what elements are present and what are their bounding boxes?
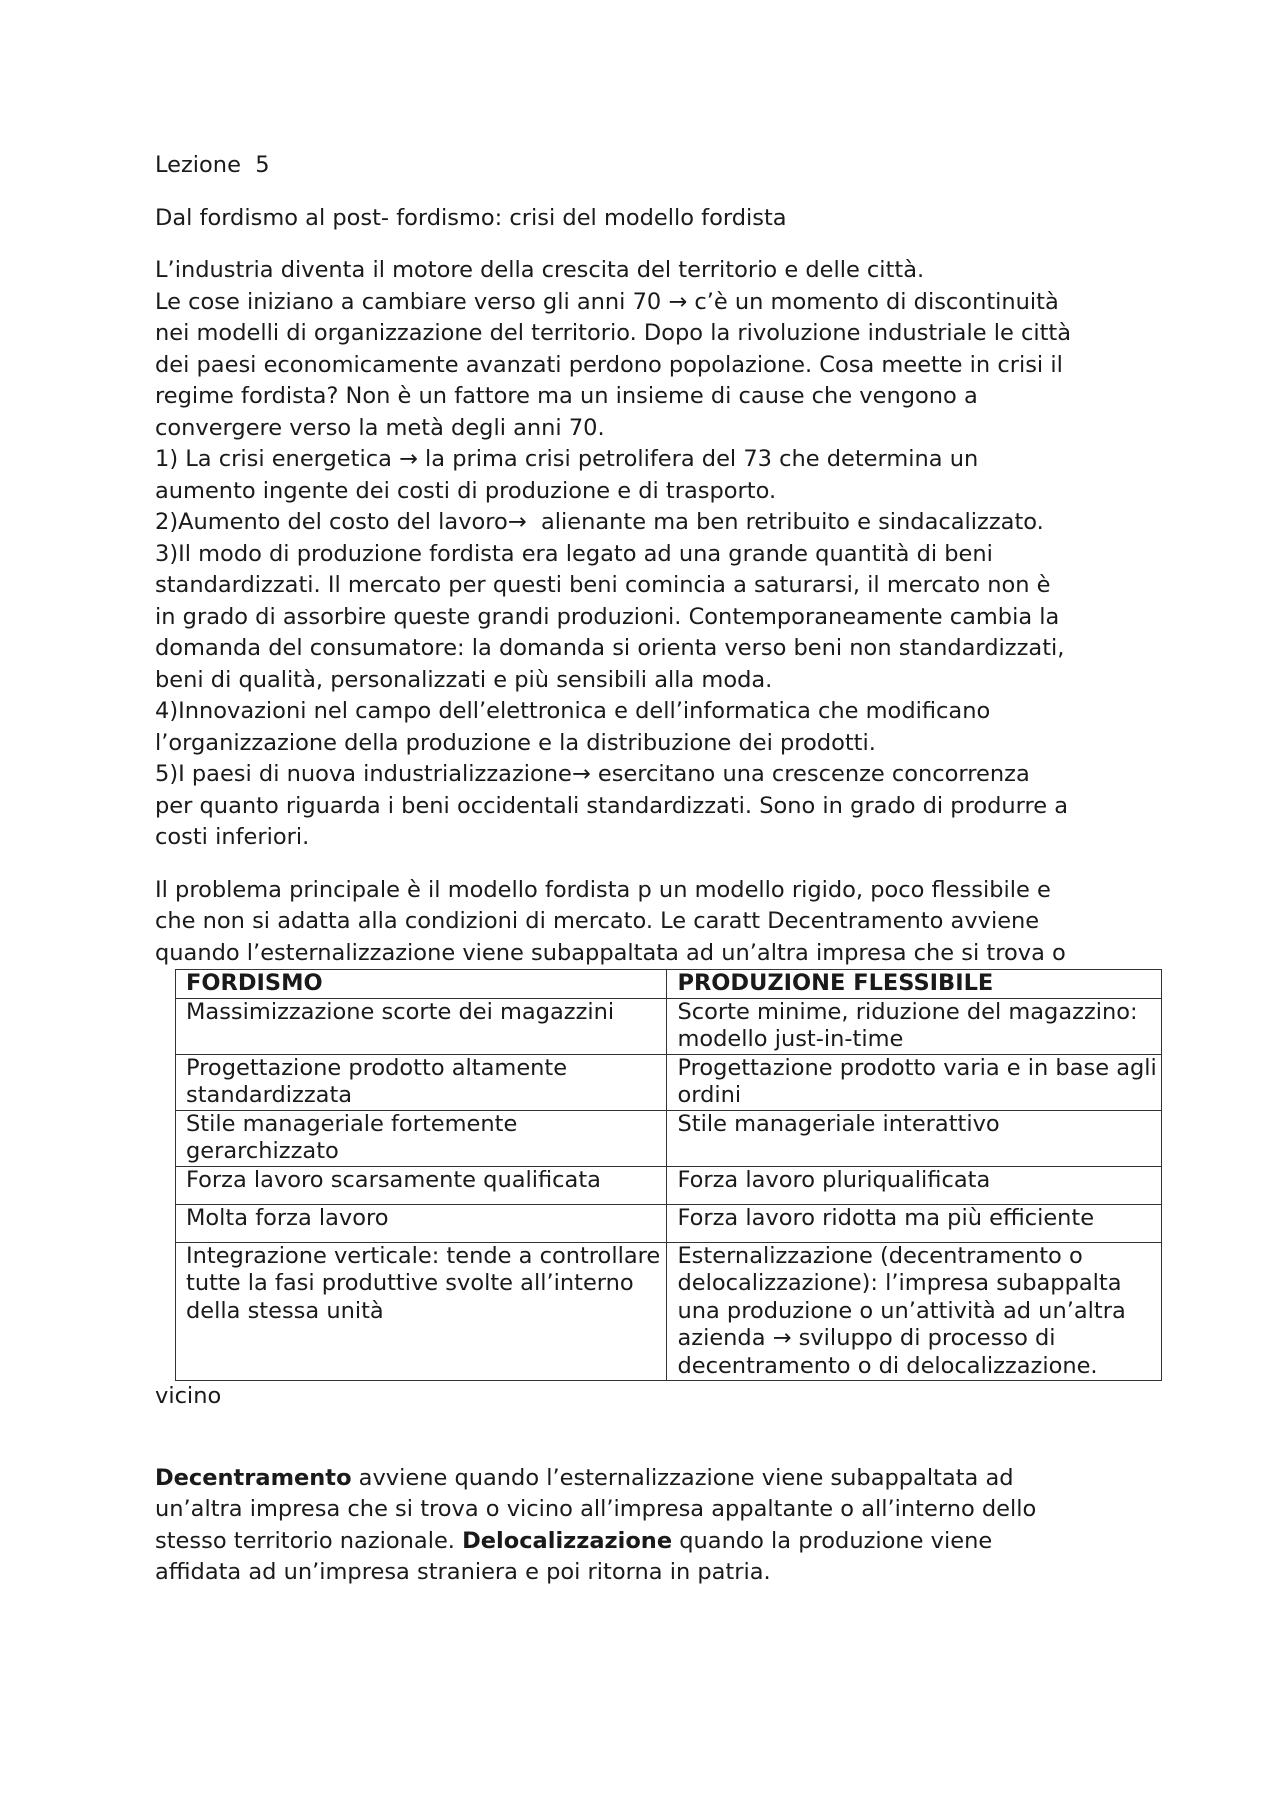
definitions-paragraph bbox=[155, 1463, 1155, 1589]
table-cell: Forza lavoro scarsamente qualificata bbox=[176, 1166, 667, 1204]
text-line: nei modelli di organizzazione del territorio. Dopo la rivoluzione industriale le città bbox=[155, 320, 1072, 346]
table-row bbox=[176, 1204, 1162, 1242]
text-line: un’altra impresa che si trova o vicino all’impresa appaltante o all’interno dello bbox=[155, 1496, 1037, 1522]
text-line: per quanto riguarda i beni occidentali standardizzati. Sono in grado di produrre a bbox=[155, 792, 1069, 819]
text-line: 3)Il modo di produzione fordista era legato ad una grande quantità di beni bbox=[155, 540, 993, 567]
text-line bbox=[155, 1463, 1155, 1495]
text-line: 4)Innovazioni nel campo dell’elettronica e dell’informatica che modificano bbox=[155, 698, 991, 724]
table-row bbox=[176, 1166, 1162, 1204]
table-row bbox=[176, 998, 1162, 1054]
text-line: affidata ad un’impresa straniera e poi ritorna in patria. bbox=[155, 1559, 771, 1585]
spacer bbox=[155, 1413, 1155, 1463]
text-line: Le cose iniziano a cambiare verso gli anni 70 → c’è un momento di discontinuità bbox=[155, 288, 1059, 315]
text-line: regime fordista? Non è un fattore ma un insieme di cause che vengono a bbox=[155, 383, 978, 409]
text-fragment: quando la produzione viene bbox=[672, 1527, 993, 1554]
spacer bbox=[155, 234, 1155, 255]
text-line: 5)I paesi di nuova industrializzazione→ esercitano una crescenze concorrenza bbox=[155, 761, 1030, 787]
text-line: che non si adatta alla condizioni di mercato. Le caratt Decentramento avviene bbox=[155, 908, 1040, 934]
term-delocalizzazione: Delocalizzazione bbox=[462, 1527, 673, 1554]
text-line: beni di qualità, personalizzati e più sensibili alla moda. bbox=[155, 666, 773, 693]
table-cell: Massimizzazione scorte dei magazzini bbox=[176, 998, 667, 1054]
text-fragment: avviene quando l’esternalizzazione viene subappaltata ad bbox=[351, 1464, 1014, 1491]
table-cell: Progettazione prodotto altamente standardizzata bbox=[176, 1054, 667, 1110]
text-line: quando l’esternalizzazione viene subappaltata ad un’altra impresa che si trova o bbox=[155, 939, 1066, 966]
comparison-table bbox=[175, 969, 1162, 1381]
text-line: Il problema principale è il modello fordista p un modello rigido, poco flessibile e bbox=[155, 876, 1051, 903]
header-produzione-flessibile: PRODUZIONE FLESSIBILE bbox=[667, 970, 1162, 999]
text-line: 1) La crisi energetica → la prima crisi petrolifera del 73 che determina un bbox=[155, 446, 979, 472]
table-row bbox=[176, 1242, 1162, 1381]
text-line: convergere verso la metà degli anni 70. bbox=[155, 414, 605, 441]
header-fordismo: FORDISMO bbox=[176, 970, 667, 999]
section-heading: Dal fordismo al post- fordismo: crisi del modello fordista bbox=[155, 204, 787, 231]
text-fragment: stesso territorio nazionale. bbox=[155, 1527, 463, 1554]
intro-paragraph bbox=[155, 255, 1155, 854]
after-table-text: vicino bbox=[155, 1383, 222, 1409]
text-line: dei paesi economicamente avanzati perdono popolazione. Cosa meette in crisi il bbox=[155, 351, 1063, 378]
table-cell: Molta forza lavoro bbox=[176, 1204, 667, 1242]
table-cell: Progettazione prodotto varia e in base agli ordini bbox=[667, 1054, 1162, 1110]
spacer bbox=[155, 182, 1155, 203]
text-line: l’organizzazione della produzione e la distribuzione dei prodotti. bbox=[155, 729, 876, 756]
text-line: costi inferiori. bbox=[155, 824, 310, 850]
table-cell: Forza lavoro ridotta ma più efficiente bbox=[667, 1204, 1162, 1242]
problem-paragraph bbox=[155, 875, 1155, 970]
table-header-row bbox=[176, 970, 1162, 999]
text-line: L’industria diventa il motore della crescita del territorio e delle città. bbox=[155, 257, 925, 283]
text-line: in grado di assorbire queste grandi produzioni. Contemporaneamente cambia la bbox=[155, 603, 1060, 630]
table-cell: Forza lavoro pluriqualificata bbox=[667, 1166, 1162, 1204]
text-line: domanda del consumatore: la domanda si orienta verso beni non standardizzati, bbox=[155, 635, 1065, 661]
table-row bbox=[176, 1110, 1162, 1166]
table-cell: Stile manageriale interattivo bbox=[667, 1110, 1162, 1166]
table-cell: Scorte minime, riduzione del magazzino: modello just-in-time bbox=[667, 998, 1162, 1054]
lesson-title: Lezione 5 bbox=[155, 152, 270, 178]
table-cell: Esternalizzazione (decentramento o delocalizzazione): l’impresa subappalta una produzione o un’attività ad un’altra azienda → sviluppo di processo di decentramento o di delocalizzazione. bbox=[667, 1242, 1162, 1381]
spacer bbox=[155, 854, 1155, 875]
document-page bbox=[155, 150, 1155, 1589]
text-line: standardizzati. Il mercato per questi beni comincia a saturarsi, il mercato non è bbox=[155, 572, 1051, 598]
term-decentramento: Decentramento bbox=[155, 1464, 352, 1491]
table-cell: Stile manageriale fortemente gerarchizzato bbox=[176, 1110, 667, 1166]
text-line: 2)Aumento del costo del lavoro→ alienante ma ben retribuito e sindacalizzato. bbox=[155, 509, 1044, 535]
table-row bbox=[176, 1054, 1162, 1110]
table-cell: Integrazione verticale: tende a controllare tutte la fasi produttive svolte all’interno della stessa unità bbox=[176, 1242, 667, 1381]
text-line: aumento ingente dei costi di produzione e di trasporto. bbox=[155, 477, 777, 504]
text-line bbox=[155, 1526, 1155, 1558]
